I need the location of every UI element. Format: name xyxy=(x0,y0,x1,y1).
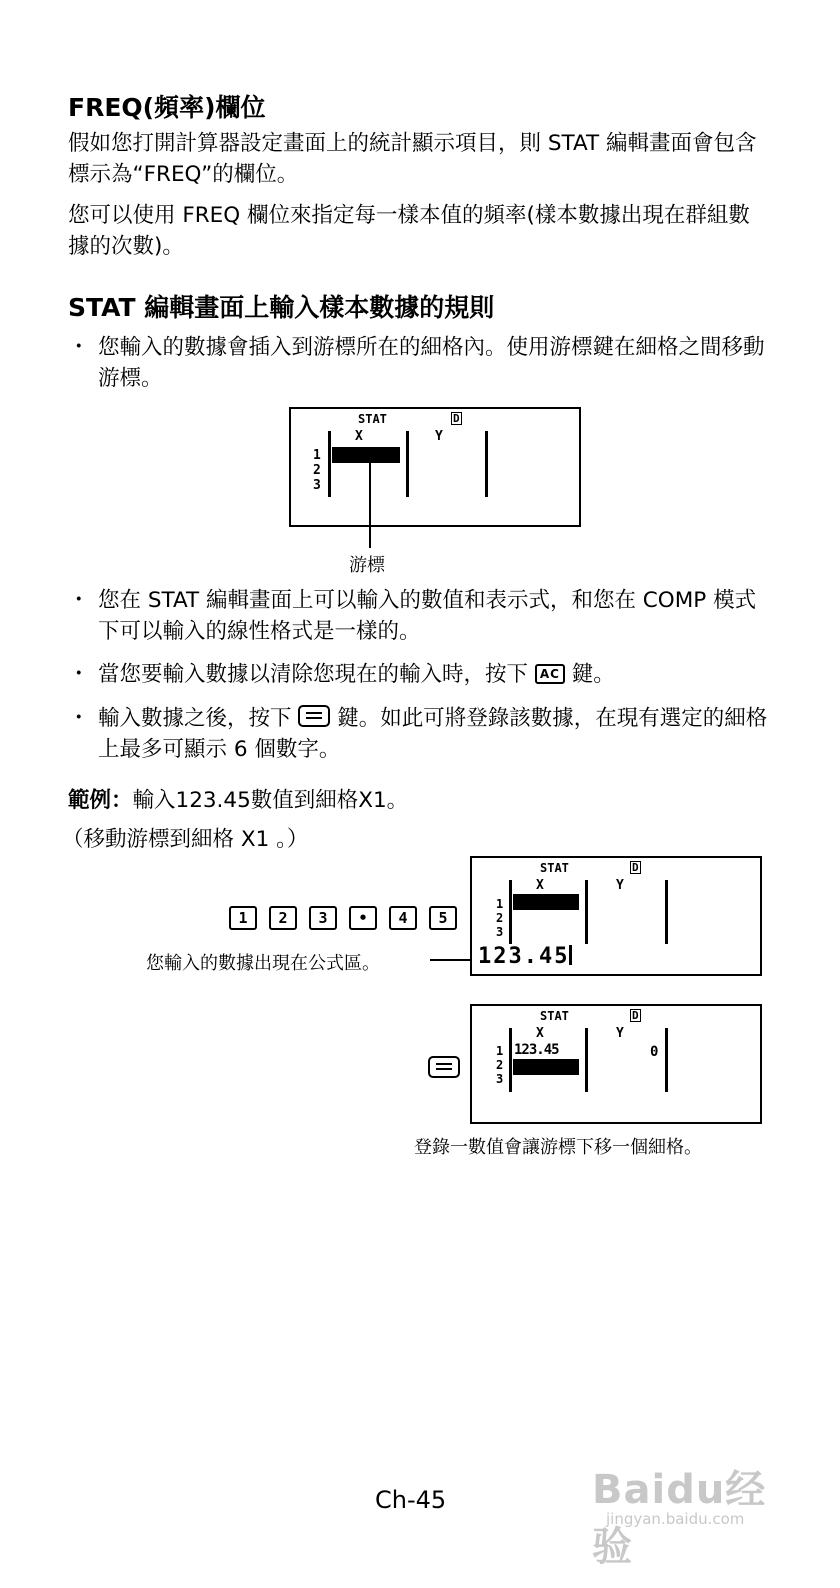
lcd-row-divider xyxy=(509,1028,512,1092)
lcd-row-divider xyxy=(509,880,512,944)
lcd-column-divider xyxy=(585,880,588,944)
lcd-row-1-label: 1 xyxy=(313,448,321,463)
example-label: 範例： xyxy=(68,788,133,813)
lcd-degree-indicator: D xyxy=(632,1009,639,1022)
key-equals-step xyxy=(428,1056,460,1080)
key-1-icon: 1 xyxy=(229,906,257,930)
cursor-pointer-line xyxy=(369,462,371,548)
cursor-caption: 游標 xyxy=(349,555,385,576)
bullet-text xyxy=(98,659,768,690)
key-decimal-icon: • xyxy=(349,906,377,930)
lcd-screen-value-registered xyxy=(470,1004,762,1124)
lcd-formula-area xyxy=(478,944,572,969)
bullet-text: 您輸入的數據會插入到游標所在的細格內。使用游標鍵在細格之間移動游標。 xyxy=(98,335,765,391)
bullet-text-pre: 輸入數據之後，按下 xyxy=(98,706,292,731)
lcd-screen-entering-value xyxy=(470,856,762,976)
lcd-input-cursor xyxy=(569,945,572,965)
key-4-icon: 4 xyxy=(389,906,417,930)
lcd-row-3-label: 3 xyxy=(313,478,321,493)
ac-key-icon: AC xyxy=(535,664,565,684)
lcd-column-divider xyxy=(585,1028,588,1092)
example-text: 輸入123.45數值到細格X1。 xyxy=(132,788,409,813)
section-title-rules: STAT 編輯畫面上輸入樣本數據的規則 xyxy=(68,293,495,322)
formula-area-caption: 您輸入的數據出現在公式區。 xyxy=(146,953,380,974)
lcd-column-divider xyxy=(406,431,409,497)
lcd-stat-indicator: STAT xyxy=(540,1009,569,1023)
section-title-freq: FREQ(頻率)欄位 xyxy=(68,93,266,122)
bullet-text-post: 鍵。 xyxy=(571,662,615,687)
lcd-column-x-header: X xyxy=(355,429,363,444)
lcd-column-divider xyxy=(485,431,488,497)
lcd-screen-stat-editor xyxy=(289,407,581,527)
lcd-row-2-label: 2 xyxy=(313,463,321,478)
lcd-stat-indicator: STAT xyxy=(540,861,569,875)
paragraph-freq-intro: 假如您打開計算器設定畫面上的統計顯示項目，則 STAT 編輯畫面會包含標示為“FREQ”的欄位。 xyxy=(68,131,757,187)
example-line xyxy=(68,785,408,816)
lcd-freq-value: 0 xyxy=(650,1044,659,1060)
lcd-degree-indicator: D xyxy=(632,861,639,874)
key-5-icon: 5 xyxy=(429,906,457,930)
bullet-dot: ・ xyxy=(68,588,90,613)
watermark-brand: Baidu经验 xyxy=(592,1467,767,1570)
example-step: （移動游標到細格 X1 。） xyxy=(62,827,309,852)
bullet-item-enter xyxy=(68,703,768,765)
bullet-text: 您在 STAT 編輯畫面上可以輸入的數值和表示式，和您在 COMP 模式下可以輸入的線性格式是一樣的。 xyxy=(98,588,757,644)
lcd-column-x-header: X xyxy=(536,878,544,893)
bullet-item-cursor xyxy=(68,332,768,394)
lcd-row-1-label: 1 xyxy=(496,897,504,911)
equals-key-icon xyxy=(428,1056,460,1078)
key-3-icon: 3 xyxy=(309,906,337,930)
bullet-dot: ・ xyxy=(68,662,90,687)
bullet-item-clear xyxy=(68,659,768,690)
bullet-text-post: 鍵。如此可將登錄該數據，在現有選定的細格上最多可顯示 6 個數字。 xyxy=(98,706,768,762)
bullet-text xyxy=(98,703,768,765)
lcd-column-divider xyxy=(665,880,668,944)
baidu-watermark xyxy=(588,1446,778,1570)
lcd-row-1-label: 1 xyxy=(496,1044,504,1058)
watermark-url: jingyan.baidu.com xyxy=(606,1510,745,1528)
page-number: Ch-45 xyxy=(375,1486,447,1514)
lcd-row-3-label: 3 xyxy=(496,925,504,939)
lcd-column-divider xyxy=(665,1028,668,1092)
lcd-cursor-cell xyxy=(513,1059,579,1075)
lcd-column-y-header: Y xyxy=(616,878,624,893)
bullet-dot: ・ xyxy=(68,335,90,360)
lcd-cell-x1-value: 123.45 xyxy=(514,1042,559,1058)
lcd-stat-indicator: STAT xyxy=(358,412,387,426)
lcd-row-3-label: 3 xyxy=(496,1072,504,1086)
lcd-row-divider xyxy=(328,431,331,497)
cursor-move-caption: 登錄一數值會讓游標下移一個細格。 xyxy=(414,1137,702,1158)
lcd-column-x-header: X xyxy=(536,1026,544,1041)
lcd-cursor-cell xyxy=(513,894,579,910)
bullet-item-expressions xyxy=(68,585,768,647)
bullet-text-pre: 當您要輸入數據以清除您現在的輸入時，按下 xyxy=(98,662,529,687)
equals-key-icon xyxy=(298,705,330,727)
lcd-column-y-header: Y xyxy=(435,429,443,444)
paragraph-freq-usage: 您可以使用 FREQ 欄位來指定每一樣本值的頻率(樣本數據出現在群組數據的次數)。 xyxy=(68,203,750,259)
lcd-row-2-label: 2 xyxy=(496,1058,504,1072)
key-2-icon: 2 xyxy=(269,906,297,930)
lcd-degree-indicator: D xyxy=(453,412,460,425)
lcd-formula-value: 123.45 xyxy=(478,944,570,969)
bullet-dot: ・ xyxy=(68,706,90,731)
lcd-column-y-header: Y xyxy=(616,1026,624,1041)
lcd-cursor-cell xyxy=(332,447,400,463)
lcd-row-2-label: 2 xyxy=(496,911,504,925)
